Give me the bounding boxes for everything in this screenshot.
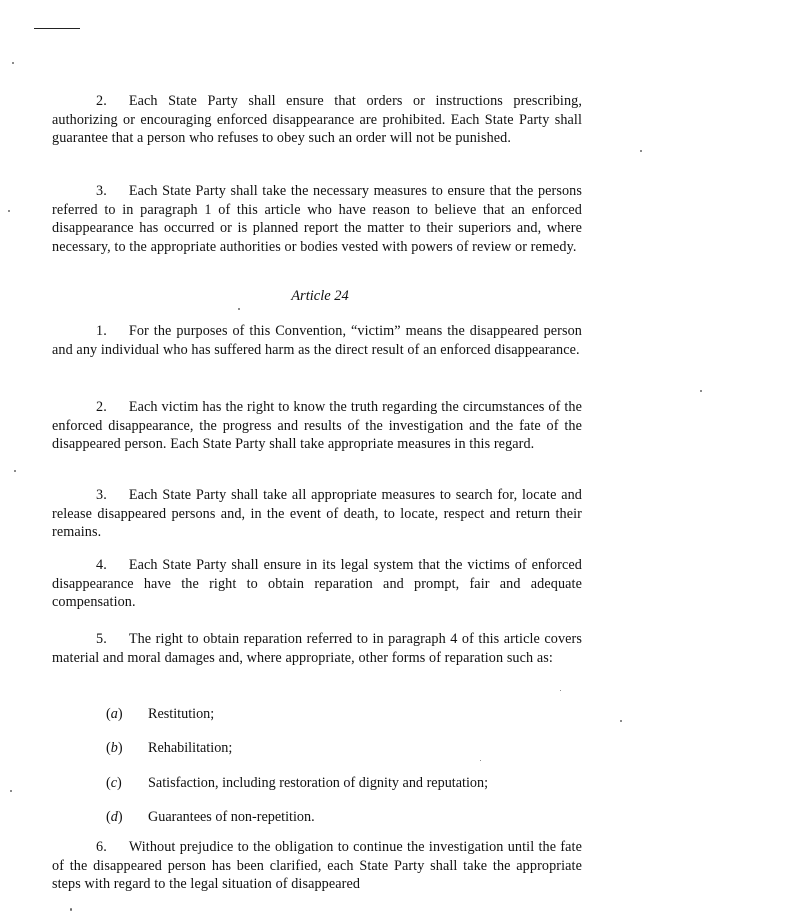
scan-speck — [14, 470, 16, 472]
scan-speck — [12, 62, 14, 64]
item-letter: (d) — [106, 809, 123, 825]
scan-speck — [480, 760, 481, 761]
item-letter: (c) — [106, 775, 122, 791]
paragraph-number: 4. — [96, 557, 107, 573]
reparation-item — [106, 706, 214, 723]
paragraph-number: 3. — [96, 487, 107, 503]
article24-paragraph-1 — [52, 322, 582, 359]
article24-paragraph-3 — [52, 486, 582, 542]
paragraph-number: 6. — [96, 839, 107, 855]
paragraph-text: Each State Party shall take all appropriate measures to search for, locate and release disappeared persons and, in the event of death, to locate, respect and return their remains. — [52, 487, 582, 540]
item-letter: (b) — [106, 740, 123, 756]
scan-speck — [640, 150, 642, 152]
scan-speck — [700, 390, 702, 392]
article24-paragraph-5 — [52, 630, 582, 667]
reparation-item — [106, 809, 315, 826]
paragraph-number: 5. — [96, 631, 107, 647]
scan-speck — [70, 908, 72, 911]
item-text: Rehabilitation; — [148, 740, 233, 756]
article-24-heading: Article 24 — [291, 288, 349, 304]
article23-paragraph-3 — [52, 182, 582, 256]
article24-paragraph-2 — [52, 398, 582, 454]
paragraph-text: The right to obtain reparation referred to in paragraph 4 of this article covers material and moral damages and, where appropriate, other forms of reparation such as: — [52, 631, 582, 666]
paragraph-number: 3. — [96, 183, 107, 199]
scan-speck — [10, 790, 12, 792]
item-text: Guarantees of non-repetition. — [148, 809, 315, 825]
article24-paragraph-6 — [52, 838, 582, 894]
item-letter: (a) — [106, 706, 123, 722]
paragraph-text: Each State Party shall ensure that orders or instructions prescribing, authorizing or encouraging enforced disappearance are prohibited. Each State Party shall guarantee that a person who refuses to obey such an order will not be punished. — [52, 93, 582, 146]
article24-paragraph-4 — [52, 556, 582, 612]
scan-speck — [238, 308, 240, 310]
item-text: Satisfaction, including restoration of dignity and reputation; — [148, 775, 489, 791]
scan-speck — [560, 690, 561, 691]
article23-paragraph-2 — [52, 92, 582, 148]
top-rule-line — [34, 28, 80, 29]
scan-speck — [8, 210, 10, 212]
paragraph-text: Each State Party shall take the necessary measures to ensure that the persons referred to in paragraph 1 of this article who have reason to believe that an enforced disappearance has occurred or is planned report the matter to their superiors and, where necessary, to the appropriate authorities or bodies vested with powers of review or remedy. — [52, 183, 582, 255]
paragraph-number: 2. — [96, 399, 107, 415]
reparation-item — [106, 740, 232, 757]
paragraph-text: Without prejudice to the obligation to continue the investigation until the fate of the disappeared person has been clarified, each State Party shall take the appropriate steps with regard to the legal situation of disappeared — [52, 839, 582, 892]
paragraph-text: Each State Party shall ensure in its legal system that the victims of enforced disappearance have the right to obtain reparation and prompt, fair and adequate compensation. — [52, 557, 582, 610]
paragraph-text: For the purposes of this Convention, “victim” means the disappeared person and any individual who has suffered harm as the direct result of an enforced disappearance. — [52, 323, 582, 358]
paragraph-number: 1. — [96, 323, 107, 339]
item-text: Restitution; — [148, 706, 215, 722]
scan-speck — [620, 720, 622, 722]
paragraph-number: 2. — [96, 93, 107, 109]
paragraph-text: Each victim has the right to know the truth regarding the circumstances of the enforced disappearance, the progress and results of the investigation and the fate of the disappeared person. Each State Party shall take appropriate measures in this regard. — [52, 399, 582, 452]
reparation-item — [106, 775, 488, 792]
